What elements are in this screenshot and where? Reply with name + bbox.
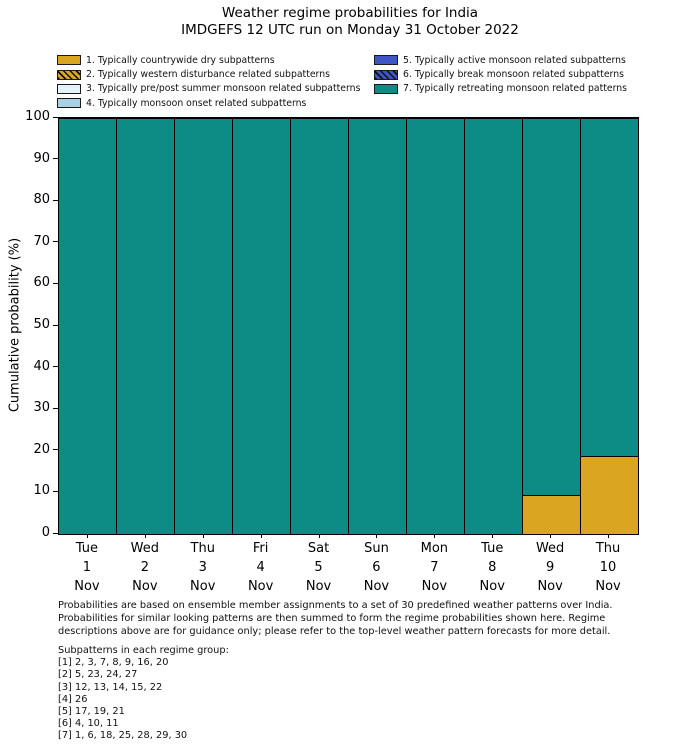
legend-column-left — [57, 53, 360, 111]
x-tick-label-line: 1 — [82, 560, 92, 575]
subpatterns-list — [58, 657, 229, 742]
x-tick-label-line: Tue — [481, 541, 504, 556]
legend-item-label: 7. Typically retreating monsoon related patterns — [403, 83, 628, 95]
bar-mon-7 — [406, 118, 464, 534]
x-tick-label-line: Sun — [364, 541, 389, 556]
x-tick-label-line: Nov — [421, 579, 448, 594]
legend-item-label: 3. Typically pre/post summer monsoon related subpatterns — [86, 83, 361, 95]
y-tick-label: 60 — [33, 275, 50, 291]
legend-item — [57, 67, 360, 81]
x-tick-label — [116, 539, 174, 596]
bar-segment — [349, 118, 406, 534]
bar-tue-1 — [59, 118, 116, 534]
subpatterns-heading: Subpatterns in each regime group: — [58, 645, 229, 656]
x-tick-label-line: Nov — [595, 579, 621, 594]
bar-wed-9 — [522, 118, 580, 534]
x-tick-label-line: 4 — [256, 560, 265, 575]
legend-column-right — [374, 53, 627, 96]
bar-segment — [581, 456, 638, 534]
x-tick-label-line: 5 — [314, 560, 323, 575]
x-tick-label — [58, 539, 116, 596]
legend-item — [374, 53, 627, 67]
legend-swatch — [374, 84, 398, 94]
y-tick-label: 90 — [33, 150, 50, 166]
legend-item-label: 4. Typically monsoon onset related subpatterns — [86, 97, 307, 109]
y-tick-label: 80 — [33, 192, 50, 208]
x-tick-label-line: Nov — [305, 579, 332, 594]
bar-segment — [175, 118, 232, 534]
chart-subtitle: IMDGEFS 12 UTC run on Monday 31 October 2022 — [181, 22, 519, 38]
y-tick-label: 20 — [33, 441, 50, 457]
footnote-line: descriptions above are for guidance only; please refer to the top-level weather pattern forecasts for more detail. — [58, 626, 611, 637]
subpattern-line: [2] 5, 23, 24, 27 — [58, 669, 138, 681]
bar-tue-8 — [464, 118, 522, 534]
legend-item — [57, 82, 360, 96]
x-tick-label — [405, 539, 463, 596]
legend-item-label: 5. Typically active monsoon related subpatterns — [403, 54, 626, 66]
x-tick-label-line: Nov — [363, 579, 390, 594]
bars — [59, 118, 638, 534]
bar-segment — [465, 118, 522, 534]
x-tick-label-line: Nov — [479, 579, 505, 594]
bar-segment — [523, 118, 580, 495]
x-tick-label-line: 7 — [430, 560, 439, 575]
chart-title: Weather regime probabilities for India — [221, 5, 479, 21]
x-tick-label-line: 3 — [198, 560, 207, 575]
x-tick-label-line: Nov — [247, 579, 274, 594]
subpattern-line: [6] 4, 10, 11 — [58, 718, 119, 730]
legend-item — [57, 96, 360, 110]
bar-thu-3 — [174, 118, 232, 534]
subpattern-line: [4] 26 — [58, 693, 88, 705]
legend-swatch — [374, 70, 398, 80]
bar-segment — [407, 118, 464, 534]
y-tick-label: 40 — [33, 358, 50, 374]
legend-swatch — [57, 55, 81, 65]
bar-sat-5 — [290, 118, 348, 534]
bar-segment — [233, 118, 290, 534]
y-tick-label: 70 — [33, 233, 50, 249]
subpattern-line: [3] 12, 13, 14, 15, 22 — [58, 681, 163, 693]
y-tick-label: 50 — [33, 317, 50, 332]
x-tick-label-line: Wed — [535, 541, 565, 556]
x-tick-label — [174, 539, 232, 596]
bar-segment — [59, 118, 116, 534]
x-tick-label-line: Fri — [252, 541, 269, 556]
legend-swatch — [57, 70, 81, 80]
footnote-line: Probabilities are based on ensemble member assignments to a set of 30 predefined weather patterns over India. — [58, 600, 613, 611]
y-tick-label: 10 — [33, 483, 50, 499]
x-tick-label-line: Nov — [190, 579, 216, 594]
x-tick-label — [521, 539, 579, 596]
y-tick-label: 0 — [41, 525, 50, 540]
bar-segment — [291, 118, 348, 534]
x-tick-label — [232, 539, 290, 596]
x-tick-label-line: Mon — [420, 541, 449, 556]
bar-segment — [523, 495, 580, 534]
legend-item — [374, 67, 627, 81]
legend-swatch — [57, 84, 81, 94]
x-tick-label-line: Nov — [132, 579, 158, 594]
x-tick-label-line: 2 — [140, 560, 149, 575]
y-axis-title: Cumulative probability (%) — [7, 237, 23, 413]
x-tick-label-line: Nov — [74, 579, 100, 594]
legend-item — [57, 53, 360, 67]
bar-fri-4 — [232, 118, 290, 534]
subpattern-line: [5] 17, 19, 21 — [58, 706, 125, 718]
footnote-line: Probabilities for similar looking patterns are then summed to form the regime probabilities shown here. Regime — [58, 613, 606, 624]
x-tick-label-line: 10 — [599, 560, 617, 575]
footnote — [58, 599, 613, 638]
x-tick-label-line: 9 — [545, 560, 555, 575]
x-tick-label-line: Sat — [307, 541, 330, 556]
plot-area — [58, 117, 639, 535]
x-tick-label — [579, 539, 637, 596]
x-tick-label-line: 6 — [372, 560, 381, 575]
legend-swatch — [57, 98, 81, 108]
bar-wed-2 — [116, 118, 174, 534]
x-tick-label-line: Thu — [595, 541, 621, 556]
bar-thu-10 — [580, 118, 638, 534]
y-tick-label: 100 — [25, 109, 50, 124]
x-tick-label-line: Tue — [75, 541, 99, 556]
bar-sun-6 — [348, 118, 406, 534]
legend-item-label: 2. Typically western disturbance related subpatterns — [86, 69, 330, 81]
subpattern-line: [1] 2, 3, 7, 8, 9, 16, 20 — [58, 657, 169, 669]
x-tick-label-line: Nov — [537, 579, 563, 594]
x-tick-label-line: Thu — [190, 541, 215, 556]
legend-item-label: 1. Typically countrywide dry subpatterns — [86, 54, 275, 66]
x-tick-label — [463, 539, 521, 596]
y-tick-label: 30 — [33, 400, 50, 416]
x-tick-label — [290, 539, 348, 596]
subpatterns — [58, 645, 229, 743]
legend-swatch — [374, 55, 398, 65]
x-tick-label-line: 8 — [488, 560, 497, 575]
legend-item — [374, 82, 627, 96]
bar-segment — [581, 118, 638, 456]
x-tick-label-line: Wed — [130, 541, 159, 556]
legend-item-label: 6. Typically break monsoon related subpatterns — [403, 69, 624, 81]
bar-segment — [117, 118, 174, 534]
x-tick-label — [348, 539, 406, 596]
subpattern-line: [7] 1, 6, 18, 25, 28, 29, 30 — [58, 730, 188, 742]
